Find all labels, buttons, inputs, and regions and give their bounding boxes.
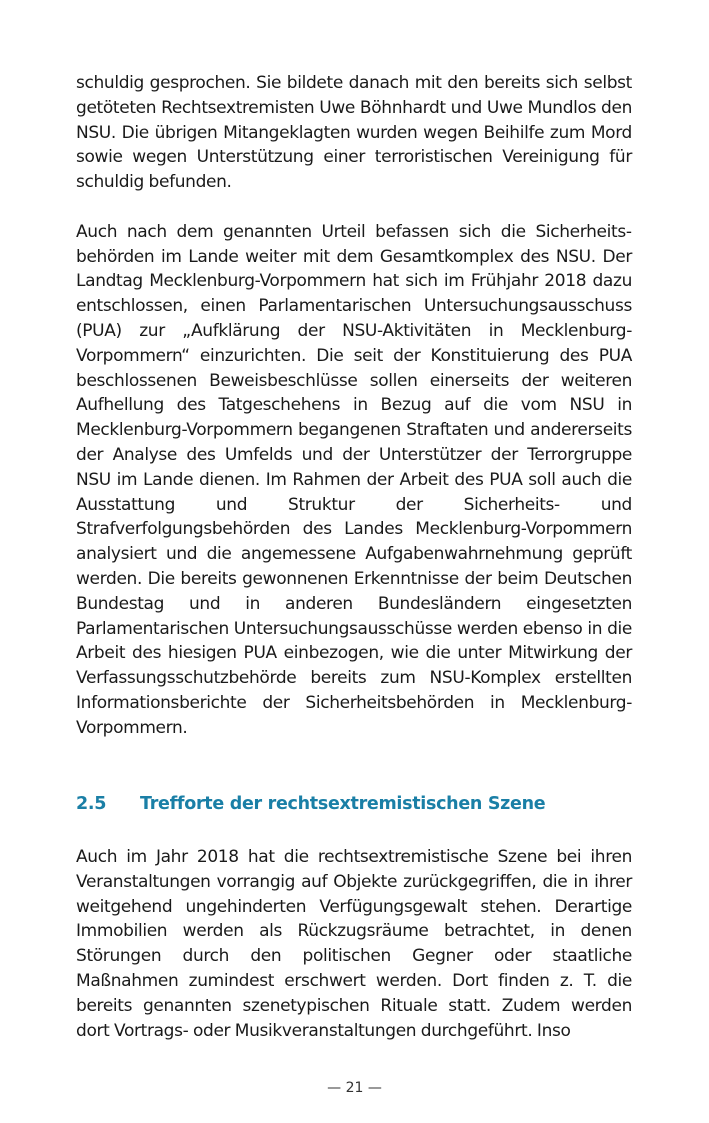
section-title: Trefforte der rechtsextremistischen Szene [140,794,546,814]
paragraph-1: schuldig gesprochen. Sie bildete danach mit den bereits sich selbst getöteten Rechtsextremisten Uwe Böhnhardt und Uwe Mundlos den NSU. Die übrigen Mitangeklagten wurden wegen Beihilfe zum Mord sowie wegen Unterstützung einer terroristischen Vereinigung für schuldig befunden. [76,73,632,193]
section-number: 2.5 [76,794,107,814]
section-heading [76,794,545,814]
page-number: — 21 — [327,1080,382,1096]
paragraph-2: Auch nach dem genannten Urteil befassen sich die Sicherheitsbehörden im Lande weiter mit dem Gesamtkomplex des NSU. Der Landtag Mecklenburg-Vorpommern hat sich im Frühjahr 2018 dazu entschlossen, einen Parlamentarischen Untersuchungsausschuss (PUA) zur „Aufklärung der NSU-Aktivitäten in Mecklenburg-Vorpommern“ einzurichten. Die seit der Konstituierung des PUA beschlossenen Beweisbeschlüsse sollen einerseits der weiteren Aufhellung des Tatgeschehens in Bezug auf die vom NSU in Mecklenburg-Vorpommern begangenen Straftaten und andererseits der Analyse des Umfelds und der Unterstützer der Terrorgruppe NSU im Lande dienen. Im Rahmen der Arbeit des PUA soll auch die Ausstattung und Struktur der Sicherheits- und Strafverfolgungsbehörden des Landes Mecklenburg-Vorpommern analysiert und die angemessene Aufgabenwahrnehmung geprüft werden. Die bereits gewonnenen Erkenntnisse der beim Deutschen Bundestag und in anderen Bundesländern eingesetzten Parlamentarischen Untersuchungsausschüsse werden ebenso in die Arbeit des hiesigen PUA einbezogen, wie die unter Mitwirkung der Verfassungsschutzbehörde bereits zum NSU-Komplex erstellten Informationsberichte der Sicherheitsbehörden in Mecklenburg-Vorpommern. [76,221,632,738]
paragraph-3: Auch im Jahr 2018 hat die rechtsextremistische Szene bei ihren Veranstaltungen vorrangig auf Objekte zurückgegriffen, die in ihrer weitgehend ungehinderten Verfügungsgewalt stehen. Derartige Immobilien werden als Rückzugsräume betrachtet, in denen Störungen durch den politischen Gegner oder staatliche Maßnahmen zumindest erschwert werden. Dort finden z. T. die bereits genannten szenetypischen Rituale statt. Zudem werden dort Vortrags- oder Musikveranstaltungen durchgeführt. Inso [76,847,632,1041]
page-body [76,71,632,1041]
